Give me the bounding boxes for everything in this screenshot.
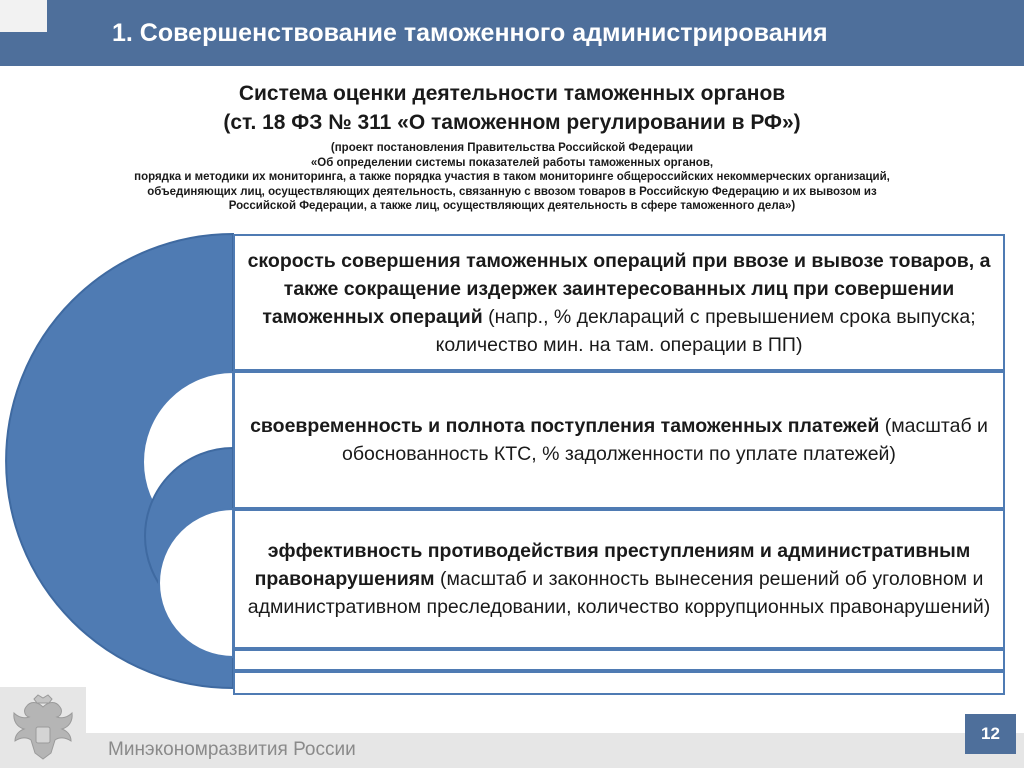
ministry-name: Минэкономразвития России (108, 739, 356, 760)
criterion-detail: (масштаб и законность вынесения решений об уголовном и административном преследовании, количество коррупционных правонарушений) (247, 568, 991, 618)
criterion-bold: эффективность противодействия преступлениям и административным правонарушениям (254, 540, 971, 590)
coat-of-arms-emblem (0, 687, 86, 768)
criterion-text (243, 247, 995, 359)
subtitle-line-2: (ст. 18 ФЗ № 311 «О таможенном регулировании в РФ») (223, 111, 801, 134)
criterion-bold: скорость совершения таможенных операций при ввозе и вывозе товаров, а также сокращение издержек заинтересованных лиц при совершении таможенных операций (247, 249, 991, 328)
note-line: Российской Федерации, а также лиц, осуществляющих деятельность в сфере таможенного дела») (228, 200, 796, 212)
criterion-text (243, 412, 995, 468)
criterion-box-payments (233, 371, 1005, 509)
note-line: порядка и методики их мониторинга, а также порядка участия в таком мониторинге общероссийских некоммерческих организаций, (134, 171, 890, 183)
criterion-bold: своевременность и полнота поступления таможенных платежей (250, 415, 880, 437)
slide-title: 1. Совершенствование таможенного администрирования (112, 19, 828, 47)
page-number: 12 (965, 714, 1016, 754)
criterion-detail: (масштаб и обоснованность КТС, % задолженности по уплате платежей) (342, 415, 988, 465)
subtitle-line-1: Система оценки деятельности таможенных органов (238, 82, 786, 105)
criterion-text (243, 537, 995, 621)
criterion-box-speed (233, 234, 1005, 371)
empty-box-2 (233, 671, 1005, 695)
empty-box-1 (233, 649, 1005, 671)
criterion-box-enforcement (233, 509, 1005, 649)
note-line: объединяющих лиц, осуществляющих деятельность, связанную с ввозом товаров в Российскую Федерацию и их вывозом из (147, 185, 877, 198)
note-line: (проект постановления Правительства Российской Федерации (330, 142, 694, 154)
note-line: «Об определении системы показателей работы таможенных органов, (310, 156, 714, 169)
criterion-detail: (напр., % деклараций с превышением срока выпуска; количество мин. на там. операции в ПП) (435, 305, 976, 356)
double-headed-eagle-icon (0, 687, 86, 768)
